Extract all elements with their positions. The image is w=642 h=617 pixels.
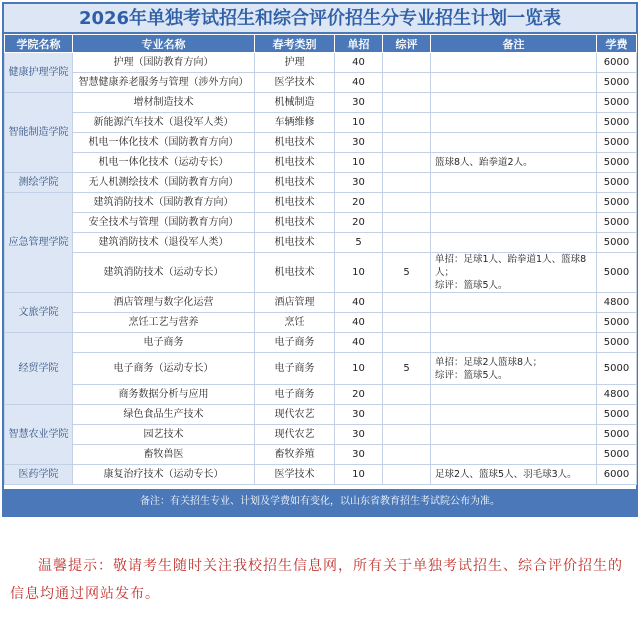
exam-category: 医学技术 xyxy=(255,465,335,485)
table-row xyxy=(5,353,637,385)
header-fee: 学费 xyxy=(597,35,637,53)
table-row xyxy=(5,465,637,485)
major-name: 增材制造技术 xyxy=(73,93,255,113)
tuition-fee: 5000 xyxy=(597,73,637,93)
exam-category: 电子商务 xyxy=(255,385,335,405)
major-name: 新能源汽车技术（退役军人类） xyxy=(73,113,255,133)
exam-category: 车辆维修 xyxy=(255,113,335,133)
header-note: 备注 xyxy=(431,35,597,53)
college-name: 应急管理学院 xyxy=(5,193,73,293)
table-row xyxy=(5,405,637,425)
tuition-fee: 5000 xyxy=(597,425,637,445)
single-exam-quota: 30 xyxy=(335,405,383,425)
exam-category: 电子商务 xyxy=(255,353,335,385)
exam-category: 医学技术 xyxy=(255,73,335,93)
exam-category: 机电技术 xyxy=(255,173,335,193)
table-row xyxy=(5,93,637,113)
table-row xyxy=(5,53,637,73)
table-row xyxy=(5,73,637,93)
major-name: 电子商务 xyxy=(73,333,255,353)
header-college: 学院名称 xyxy=(5,35,73,53)
remark xyxy=(431,425,597,445)
exam-category: 酒店管理 xyxy=(255,293,335,313)
single-exam-quota: 20 xyxy=(335,213,383,233)
exam-category: 机械制造 xyxy=(255,93,335,113)
single-exam-quota: 40 xyxy=(335,73,383,93)
tuition-fee: 5000 xyxy=(597,113,637,133)
single-exam-quota: 5 xyxy=(335,233,383,253)
tuition-fee: 5000 xyxy=(597,313,637,333)
table-header-row xyxy=(5,35,637,53)
enrollment-plan-table xyxy=(4,34,637,485)
tuition-fee: 5000 xyxy=(597,133,637,153)
table-row xyxy=(5,253,637,293)
single-exam-quota: 40 xyxy=(335,293,383,313)
tuition-fee: 5000 xyxy=(597,333,637,353)
table-row xyxy=(5,445,637,465)
header-zp: 综评 xyxy=(383,35,431,53)
single-exam-quota: 40 xyxy=(335,333,383,353)
college-name: 文旅学院 xyxy=(5,293,73,333)
comprehensive-quota xyxy=(383,405,431,425)
single-exam-quota: 30 xyxy=(335,173,383,193)
major-name: 电子商务（运动专长） xyxy=(73,353,255,385)
remark xyxy=(431,445,597,465)
table-row xyxy=(5,213,637,233)
single-exam-quota: 30 xyxy=(335,445,383,465)
major-name: 烹饪工艺与营养 xyxy=(73,313,255,333)
table-footer-note: 备注：有关招生专业、计划及学费如有变化，以山东省教育招生考试院公布为准。 xyxy=(4,489,636,515)
remark xyxy=(431,293,597,313)
table-row xyxy=(5,333,637,353)
remark xyxy=(431,173,597,193)
college-name: 医药学院 xyxy=(5,465,73,485)
exam-category: 机电技术 xyxy=(255,133,335,153)
comprehensive-quota xyxy=(383,385,431,405)
major-name: 机电一体化技术（运动专长） xyxy=(73,153,255,173)
single-exam-quota: 10 xyxy=(335,465,383,485)
table-row xyxy=(5,133,637,153)
remark xyxy=(431,385,597,405)
single-exam-quota: 30 xyxy=(335,425,383,445)
single-exam-quota: 10 xyxy=(335,253,383,293)
major-name: 无人机测绘技术（国防教育方向） xyxy=(73,173,255,193)
comprehensive-quota: 5 xyxy=(383,353,431,385)
comprehensive-quota xyxy=(383,293,431,313)
tuition-fee: 6000 xyxy=(597,465,637,485)
reminder-content: 温馨提示：敬请考生随时关注我校招生信息网，所有关于单独考试招生、综合评价招生的信息均通过网站发布。 xyxy=(10,558,623,602)
table-row xyxy=(5,233,637,253)
exam-category: 护理 xyxy=(255,53,335,73)
remark xyxy=(431,405,597,425)
exam-category: 机电技术 xyxy=(255,213,335,233)
table-row xyxy=(5,385,637,405)
comprehensive-quota xyxy=(383,465,431,485)
major-name: 智慧健康养老服务与管理（涉外方向） xyxy=(73,73,255,93)
remark xyxy=(431,193,597,213)
remark xyxy=(431,73,597,93)
single-exam-quota: 20 xyxy=(335,385,383,405)
major-name: 绿色食品生产技术 xyxy=(73,405,255,425)
major-name: 建筑消防技术（退役军人类） xyxy=(73,233,255,253)
comprehensive-quota xyxy=(383,73,431,93)
tuition-fee: 4800 xyxy=(597,385,637,405)
enrollment-plan-table-frame xyxy=(2,2,638,517)
remark xyxy=(431,93,597,113)
college-name: 健康护理学院 xyxy=(5,53,73,93)
table-row xyxy=(5,173,637,193)
remark: 足球2人、篮球5人、羽毛球3人。 xyxy=(431,465,597,485)
header-category: 春考类别 xyxy=(255,35,335,53)
exam-category: 机电技术 xyxy=(255,193,335,213)
table-row xyxy=(5,293,637,313)
table-row xyxy=(5,313,637,333)
comprehensive-quota xyxy=(383,193,431,213)
remark xyxy=(431,233,597,253)
comprehensive-quota xyxy=(383,213,431,233)
comprehensive-quota xyxy=(383,425,431,445)
comprehensive-quota xyxy=(383,333,431,353)
remark: 篮球8人、跆拳道2人。 xyxy=(431,153,597,173)
single-exam-quota: 10 xyxy=(335,113,383,133)
exam-category: 烹饪 xyxy=(255,313,335,333)
college-name: 智慧农业学院 xyxy=(5,405,73,465)
major-name: 机电一体化技术（国防教育方向） xyxy=(73,133,255,153)
remark: 单招：足球1人、跆拳道1人、篮球8人； 综评：篮球5人。 xyxy=(431,253,597,293)
remark xyxy=(431,53,597,73)
tuition-fee: 5000 xyxy=(597,353,637,385)
table-title: 2026年单独考试招生和综合评价招生分专业招生计划一览表 xyxy=(4,4,636,34)
major-name: 护理（国防教育方向） xyxy=(73,53,255,73)
major-name: 畜牧兽医 xyxy=(73,445,255,465)
tuition-fee: 5000 xyxy=(597,213,637,233)
tuition-fee: 4800 xyxy=(597,293,637,313)
college-name: 测绘学院 xyxy=(5,173,73,193)
tuition-fee: 5000 xyxy=(597,405,637,425)
single-exam-quota: 10 xyxy=(335,353,383,385)
tuition-fee: 5000 xyxy=(597,253,637,293)
tuition-fee: 5000 xyxy=(597,93,637,113)
table-row xyxy=(5,153,637,173)
comprehensive-quota xyxy=(383,313,431,333)
comprehensive-quota: 5 xyxy=(383,253,431,293)
table-row xyxy=(5,425,637,445)
exam-category: 机电技术 xyxy=(255,233,335,253)
exam-category: 现代农艺 xyxy=(255,405,335,425)
comprehensive-quota xyxy=(383,113,431,133)
tuition-fee: 5000 xyxy=(597,153,637,173)
tuition-fee: 5000 xyxy=(597,173,637,193)
single-exam-quota: 10 xyxy=(335,153,383,173)
comprehensive-quota xyxy=(383,53,431,73)
college-name: 经贸学院 xyxy=(5,333,73,405)
tuition-fee: 6000 xyxy=(597,53,637,73)
remark xyxy=(431,113,597,133)
comprehensive-quota xyxy=(383,153,431,173)
major-name: 园艺技术 xyxy=(73,425,255,445)
table-row xyxy=(5,193,637,213)
comprehensive-quota xyxy=(383,233,431,253)
table-row xyxy=(5,113,637,133)
header-dz: 单招 xyxy=(335,35,383,53)
exam-category: 机电技术 xyxy=(255,153,335,173)
college-name: 智能制造学院 xyxy=(5,93,73,173)
single-exam-quota: 30 xyxy=(335,133,383,153)
major-name: 建筑消防技术（运动专长） xyxy=(73,253,255,293)
exam-category: 现代农艺 xyxy=(255,425,335,445)
remark xyxy=(431,213,597,233)
comprehensive-quota xyxy=(383,133,431,153)
comprehensive-quota xyxy=(383,445,431,465)
remark xyxy=(431,313,597,333)
major-name: 酒店管理与数字化运营 xyxy=(73,293,255,313)
single-exam-quota: 30 xyxy=(335,93,383,113)
comprehensive-quota xyxy=(383,93,431,113)
table-body xyxy=(5,53,637,485)
exam-category: 机电技术 xyxy=(255,253,335,293)
single-exam-quota: 40 xyxy=(335,313,383,333)
major-name: 商务数据分析与应用 xyxy=(73,385,255,405)
reminder-text xyxy=(10,552,632,608)
tuition-fee: 5000 xyxy=(597,233,637,253)
major-name: 安全技术与管理（国防教育方向） xyxy=(73,213,255,233)
remark xyxy=(431,133,597,153)
major-name: 康复治疗技术（运动专长） xyxy=(73,465,255,485)
header-major: 专业名称 xyxy=(73,35,255,53)
remark: 单招：足球2人篮球8人； 综评：篮球5人。 xyxy=(431,353,597,385)
single-exam-quota: 40 xyxy=(335,53,383,73)
tuition-fee: 5000 xyxy=(597,445,637,465)
exam-category: 畜牧养殖 xyxy=(255,445,335,465)
comprehensive-quota xyxy=(383,173,431,193)
tuition-fee: 5000 xyxy=(597,193,637,213)
remark xyxy=(431,333,597,353)
single-exam-quota: 20 xyxy=(335,193,383,213)
major-name: 建筑消防技术（国防教育方向） xyxy=(73,193,255,213)
exam-category: 电子商务 xyxy=(255,333,335,353)
